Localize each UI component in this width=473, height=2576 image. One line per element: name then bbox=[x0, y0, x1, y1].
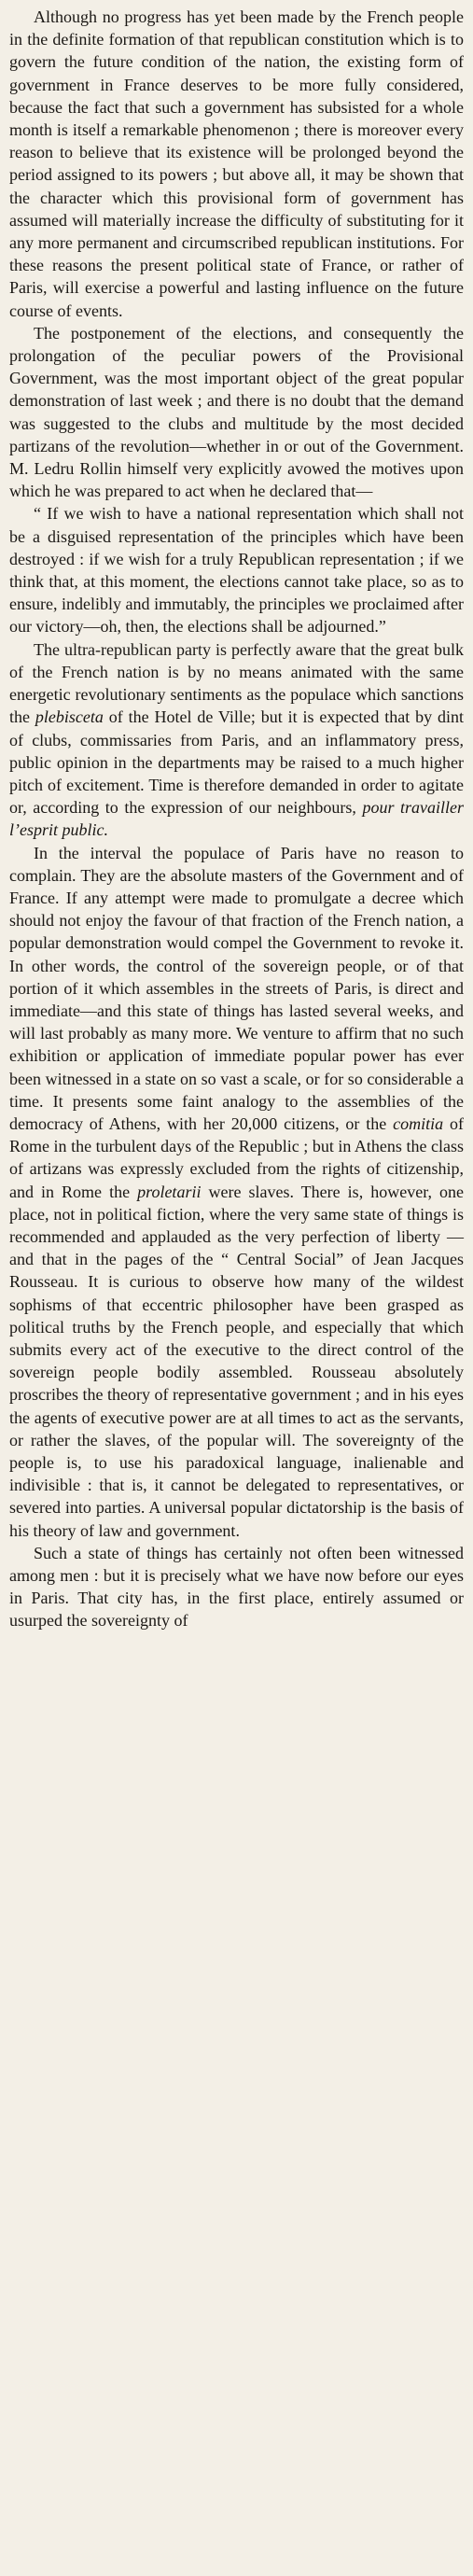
term-comitia: comitia bbox=[393, 1113, 444, 1133]
phrase-travailler-esprit: pour travailler l’esprit public. bbox=[9, 798, 464, 840]
paragraph-2: The postponement of the elections, and consequently the prolongation of the peculiar powers of the Provisional Government, was the most important object of the great popular demonstration of last week ; and there is no doubt that the demand was suggested to the clubs and multitude by the most decided partizans of the revolution—whether in or out of the Government. M. Ledru Rollin himself very explicitly avowed the motives upon which he was prepared to act when he declared that— bbox=[9, 323, 464, 501]
quotation-ledru-rollin: “ If we wish to have a national representation which shall not be a disguised representation of the principles which have been destroyed : if we wish for a truly Republican representation ; if we think that, at this moment, the elections cannot take place, so as to ensure, indelibly and immutably, the principles we proclaimed after our victory—oh, then, the elections shall be adjourned.” bbox=[9, 504, 464, 637]
term-proletarii: proletarii bbox=[137, 1182, 202, 1201]
paragraph-4-text-c: of the Hotel de Ville; but it is expected that by dint of clubs, commissaries from Paris, and an inflammatory press, public opinion in the departments may be raised to a much higher pitch of excitement. Time is therefore demanded in order to agitate or, according to the expression of our neighbours, bbox=[9, 707, 464, 818]
term-plebisceta: plebisceta bbox=[35, 707, 104, 727]
paragraph-5 bbox=[9, 842, 464, 1542]
paragraph-6: Such a state of things has certainly not often been witnessed among men : but it is precisely what we have now before our eyes in Paris. That city has, in the first place, entirely assumed or usurped the sovereignty of bbox=[9, 1543, 464, 1631]
paragraph-5-text-e: were slaves. There is, however, one place, not in political fiction, where the very same state of things is recommended and applauded as the very perfection of liberty —and that in the pages of the “ Central Social” of Jean Jacques Rousseau. It is curious to observe how many of the wildest sophisms of that eccentric philosopher have been grasped as political truths by the French people, and especially that which submits every act of the executive to the direct control of the sovereign people bodily assembled. Rousseau absolutely proscribes the theory of representative government ; and in his eyes the agents of executive power are at all times to act as the servants, or rather the slaves, of the popular will. The sovereignty of the people is, to use his paradoxical language, inalienable and indivisible : that is, it cannot be delegated to representatives, or severed into parties. A universal popular dictatorship is the basis of his theory of law and government. bbox=[9, 1182, 464, 1540]
paragraph-5-text-c: of Rome in the turbulent days of the Republic ; but in Athens the class of artizans was expressly excluded from the rights of citizenship, and in Rome the bbox=[9, 1113, 464, 1201]
paragraph-4 bbox=[9, 638, 464, 842]
article-column bbox=[9, 6, 464, 1632]
paragraph-5-text-a: In the interval the populace of Paris have no reason to complain. They are the absolute masters of the Government and of France. If any attempt were made to promulgate a decree which should not enjoy the favour of that fraction of the French nation, a popular demonstration would compel the Government to revoke it. In other words, the control of the sovereign people, or of that portion of it which assembles in the streets of Paris, is direct and immediate—and this state of things has lasted several weeks, and will last probably as many more. We venture to affirm that no such exhibition or application of immediate popular power has ever been witnessed in a state on so vast a scale, or for so considerable a time. It presents some faint analogy to the assemblies of the democracy of Athens, with her 20,000 citizens, or the bbox=[9, 843, 464, 1133]
paragraph-1: Although no progress has yet been made by the French people in the definite formation of that republican constitution which is to govern the future condition of the nation, the existing form of government in France deserves to be more fully considered, because the fact that such a government has subsisted for a whole month is itself a remarkable phenomenon ; there is moreover every reason to believe that its existence will be prolonged beyond the period assigned to its powers ; but above all, it may be shown that the character which this provisional form of government has assumed will materially increase the difficulty of substituting for it any more permanent and circumscribed republican institutions. For these reasons the present political state of France, or rather of Paris, will exercise a powerful and lasting influence on the future course of events. bbox=[9, 7, 464, 320]
paragraph-4-text-a: The ultra-republican party is perfectly aware that the great bulk of the French nation is by no means animated with the same energetic revolutionary sentiments as the populace which sanctions the bbox=[9, 639, 464, 727]
